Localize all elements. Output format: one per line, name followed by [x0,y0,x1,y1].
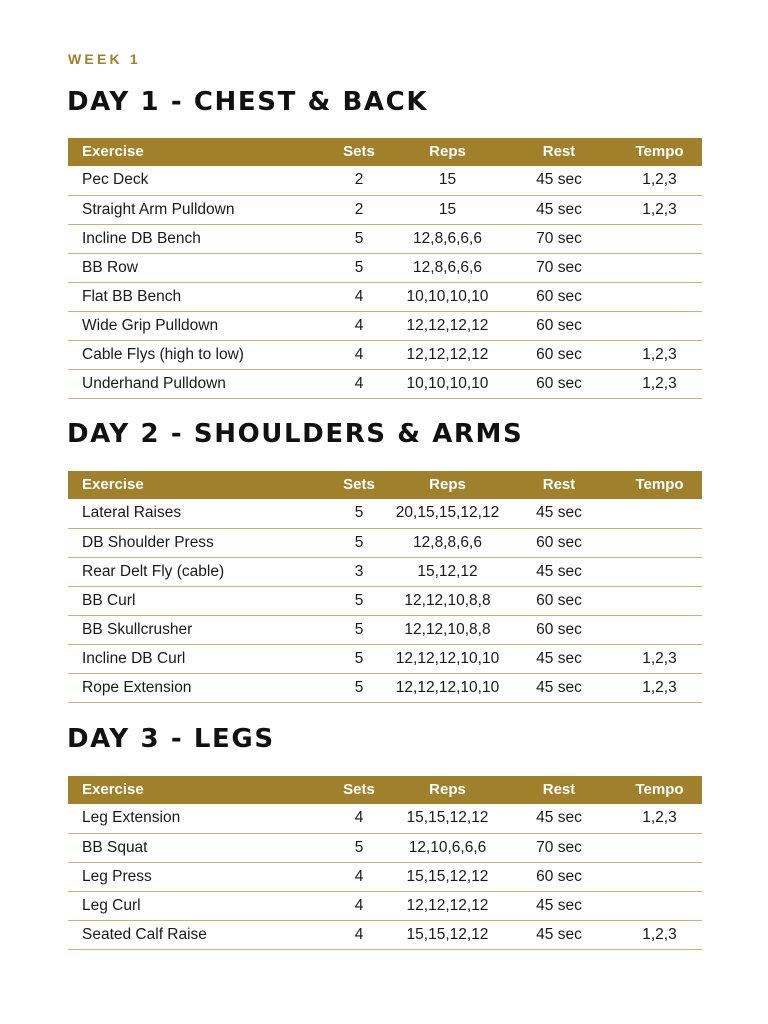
cell-exercise: BB Row [82,258,138,276]
cell-rest: 60 sec [536,345,582,363]
cell-sets: 2 [354,200,364,218]
cell-exercise: Seated Calf Raise [82,925,207,943]
cell-tempo [617,253,702,282]
cell-rest: 45 sec [536,200,582,218]
cell-exercise: Leg Curl [82,896,141,914]
cell-rest: 45 sec [536,504,582,522]
cell-rest: 60 sec [536,620,582,638]
cell-sets: 4 [354,867,364,885]
column-header-rest: Rest [542,143,576,160]
cell-sets: 4 [354,374,364,392]
column-header-exercise: Exercise [82,781,144,798]
cell-exercise: BB Skullcrusher [82,620,193,638]
cell-reps: 12,12,12,12 [406,345,489,363]
cell-tempo: 1,2,3 [642,649,677,667]
table-row [68,282,702,311]
cell-rest: 60 sec [536,374,582,392]
cell-exercise: Pec Deck [82,171,149,189]
cell-tempo: 1,2,3 [642,200,677,218]
cell-tempo [617,586,702,615]
cell-rest: 45 sec [536,562,582,580]
table-row [68,804,702,833]
column-header-exercise: Exercise [82,143,144,160]
cell-sets: 5 [354,678,364,696]
cell-rest: 70 sec [536,838,582,856]
day-1-table [68,138,702,399]
cell-tempo: 1,2,3 [642,678,677,696]
day-2-table [68,471,702,703]
table-row [68,920,702,949]
column-header-reps: Reps [429,143,466,160]
table-row [68,528,702,557]
cell-tempo: 1,2,3 [642,809,677,827]
cell-reps: 15 [438,200,457,218]
column-header-sets: Sets [343,143,375,160]
cell-reps: 12,12,12,12 [406,896,489,914]
table-row [68,862,702,891]
column-header-tempo: Tempo [635,781,684,798]
table-row [68,586,702,615]
table-row [68,224,702,253]
cell-rest: 60 sec [536,591,582,609]
table-row [68,340,702,369]
table-row [68,253,702,282]
day-3-table [68,776,702,950]
cell-tempo [617,224,702,253]
cell-reps: 12,8,6,6,6 [413,229,482,247]
cell-reps: 12,8,8,6,6 [413,533,482,551]
cell-reps: 12,8,6,6,6 [413,258,482,276]
cell-rest: 45 sec [536,809,582,827]
cell-rest: 45 sec [536,925,582,943]
cell-exercise: Flat BB Bench [82,287,182,305]
cell-sets: 5 [354,504,364,522]
cell-rest: 60 sec [536,867,582,885]
column-header-rest: Rest [542,781,576,798]
cell-exercise: Underhand Pulldown [82,374,226,392]
column-header-sets: Sets [343,781,375,798]
cell-rest: 60 sec [536,287,582,305]
cell-sets: 5 [354,258,364,276]
cell-tempo [617,311,702,340]
cell-sets: 4 [354,896,364,914]
table-row [68,644,702,673]
cell-sets: 4 [354,809,364,827]
cell-tempo [617,499,702,528]
cell-reps: 15,12,12 [417,562,478,580]
cell-reps: 15 [438,171,457,189]
cell-exercise: Wide Grip Pulldown [82,316,219,334]
cell-sets: 4 [354,925,364,943]
cell-exercise: Lateral Raises [82,504,182,522]
cell-reps: 12,12,12,12 [406,316,489,334]
cell-tempo: 1,2,3 [642,374,677,392]
table-row [68,833,702,862]
cell-rest: 70 sec [536,258,582,276]
cell-sets: 5 [354,591,364,609]
cell-exercise: Leg Press [82,867,152,885]
cell-sets: 5 [354,649,364,667]
cell-reps: 12,12,10,8,8 [404,591,491,609]
column-header-tempo: Tempo [635,143,684,160]
table-row [68,499,702,528]
table-row [68,166,702,195]
cell-rest: 70 sec [536,229,582,247]
column-header-rest: Rest [542,476,576,493]
cell-exercise: DB Shoulder Press [82,533,214,551]
day-1-title: DAY 1 - CHEST & BACK [67,87,429,117]
column-header-reps: Reps [429,781,466,798]
cell-rest: 60 sec [536,316,582,334]
table-row [68,369,702,398]
cell-sets: 3 [354,562,364,580]
cell-exercise: Rear Delt Fly (cable) [82,562,225,580]
cell-sets: 5 [354,229,364,247]
cell-sets: 5 [354,838,364,856]
column-header-reps: Reps [429,476,466,493]
cell-exercise: Incline DB Bench [82,229,201,247]
column-header-tempo: Tempo [635,476,684,493]
cell-exercise: BB Curl [82,591,136,609]
cell-tempo [617,891,702,920]
cell-reps: 12,10,6,6,6 [408,838,487,856]
table-row [68,673,702,702]
cell-tempo [617,833,702,862]
cell-exercise: Rope Extension [82,678,192,696]
cell-exercise: Cable Flys (high to low) [82,345,244,363]
cell-tempo: 1,2,3 [642,171,677,189]
cell-sets: 2 [354,171,364,189]
day-2-title: DAY 2 - SHOULDERS & ARMS [67,419,524,449]
cell-sets: 4 [354,287,364,305]
table-header-row [68,138,702,166]
cell-tempo: 1,2,3 [642,925,677,943]
cell-rest: 45 sec [536,896,582,914]
cell-exercise: BB Squat [82,838,148,856]
week-label: WEEK 1 [68,51,141,67]
table-header-row [68,776,702,804]
cell-tempo [617,528,702,557]
cell-reps: 15,15,12,12 [406,925,489,943]
table-row [68,891,702,920]
cell-reps: 10,10,10,10 [406,374,489,392]
table-header-row [68,471,702,499]
cell-sets: 5 [354,620,364,638]
table-row [68,311,702,340]
day-3-title: DAY 3 - LEGS [67,724,275,754]
table-row [68,195,702,224]
table-row [68,557,702,586]
cell-sets: 4 [354,316,364,334]
cell-reps: 12,12,12,10,10 [395,678,500,696]
cell-reps: 12,12,12,10,10 [395,649,500,667]
cell-tempo [617,615,702,644]
cell-tempo [617,862,702,891]
table-row [68,615,702,644]
cell-reps: 20,15,15,12,12 [395,504,500,522]
column-header-exercise: Exercise [82,476,144,493]
cell-reps: 10,10,10,10 [406,287,489,305]
cell-tempo [617,557,702,586]
column-header-sets: Sets [343,476,375,493]
cell-sets: 5 [354,533,364,551]
cell-tempo: 1,2,3 [642,345,677,363]
cell-sets: 4 [354,345,364,363]
cell-tempo [617,282,702,311]
cell-rest: 60 sec [536,533,582,551]
cell-rest: 45 sec [536,678,582,696]
cell-exercise: Leg Extension [82,809,181,827]
cell-reps: 15,15,12,12 [406,809,489,827]
cell-reps: 12,12,10,8,8 [404,620,491,638]
cell-exercise: Incline DB Curl [82,649,186,667]
cell-rest: 45 sec [536,171,582,189]
cell-exercise: Straight Arm Pulldown [82,200,235,218]
cell-rest: 45 sec [536,649,582,667]
cell-reps: 15,15,12,12 [406,867,489,885]
